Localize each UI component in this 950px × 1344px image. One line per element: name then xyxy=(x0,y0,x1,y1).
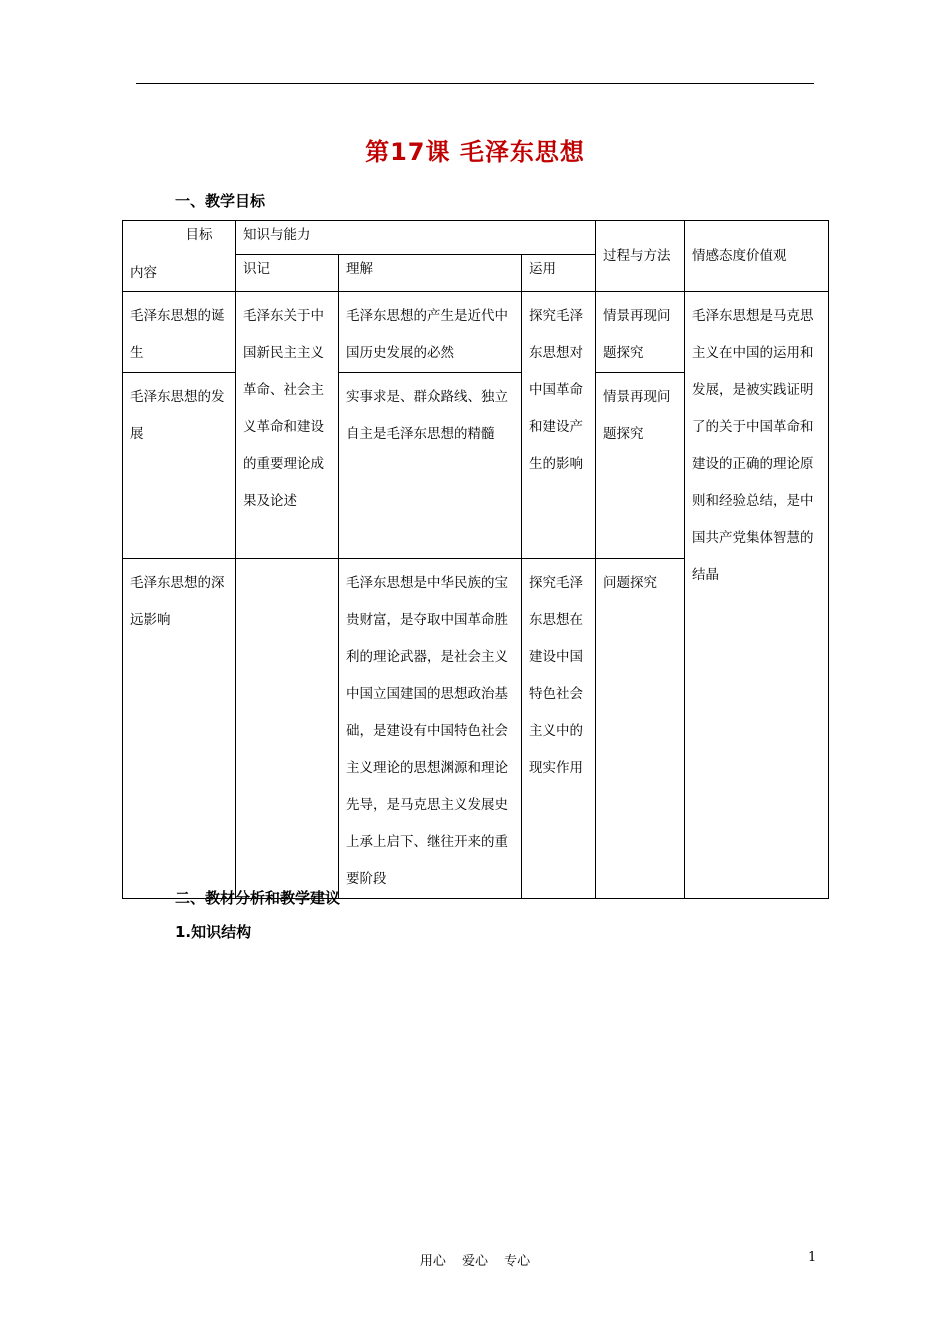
row1-process: 情景再现问题探究 xyxy=(596,292,685,373)
footer-item: 用心 xyxy=(419,1254,446,1269)
row3-apply: 探究毛泽东思想在建设中国特色社会主义中的现实作用 xyxy=(522,559,596,899)
header-content: 内容 xyxy=(130,265,157,281)
row3-process: 问题探究 xyxy=(596,559,685,899)
row1-understand: 毛泽东思想的产生是近代中国历史发展的必然 xyxy=(339,292,522,373)
row3-recall xyxy=(236,559,339,899)
header-target: 目标 xyxy=(185,227,213,243)
row2-content: 毛泽东思想的发展 xyxy=(123,373,236,559)
goals-table xyxy=(122,220,829,899)
header-recall: 识记 xyxy=(236,255,339,292)
footer-item: 专心 xyxy=(504,1254,531,1269)
section-heading-structure: 1.知识结构 xyxy=(175,923,252,941)
row3-content: 毛泽东思想的深远影响 xyxy=(123,559,236,899)
section-heading-analysis: 二、教材分析和教学建议 xyxy=(175,889,341,907)
page-number: 1 xyxy=(808,1250,817,1265)
apply-span-cell: 探究毛泽东思想对中国革命和建设产生的影响 xyxy=(522,292,596,559)
header-rule xyxy=(136,83,814,84)
header-process: 过程与方法 xyxy=(596,221,685,292)
emotion-span-cell: 毛泽东思想是马克思主义在中国的运用和发展，是被实践证明了的关于中国革命和建设的正确的理论原则和经验总结，是中国共产党集体智慧的结晶 xyxy=(685,292,829,899)
row3-understand: 毛泽东思想是中华民族的宝贵财富，是夺取中国革命胜利的理论武器，是社会主义中国立国建国的思想政治基础，是建设有中国特色社会主义理论的思想渊源和理论先导，是马克思主义发展史上承上启下、继往开来的重要阶段 xyxy=(339,559,522,899)
header-emotion: 情感态度价值观 xyxy=(685,221,829,292)
row1-content: 毛泽东思想的诞生 xyxy=(123,292,236,373)
row2-process: 情景再现问题探究 xyxy=(596,373,685,559)
page-title: 第17课 毛泽东思想 xyxy=(365,138,585,166)
header-understand: 理解 xyxy=(339,255,522,292)
header-target-content-cell xyxy=(123,221,236,292)
header-knowledge: 知识与能力 xyxy=(236,221,596,255)
recall-span-cell: 毛泽东关于中国新民主主义革命、社会主义革命和建设的重要理论成果及论述 xyxy=(236,292,339,559)
row2-understand: 实事求是、群众路线、独立自主是毛泽东思想的精髓 xyxy=(339,373,522,559)
header-apply: 运用 xyxy=(522,255,596,292)
section-heading-goals: 一、教学目标 xyxy=(175,192,266,210)
footer-item: 爱心 xyxy=(461,1254,488,1269)
